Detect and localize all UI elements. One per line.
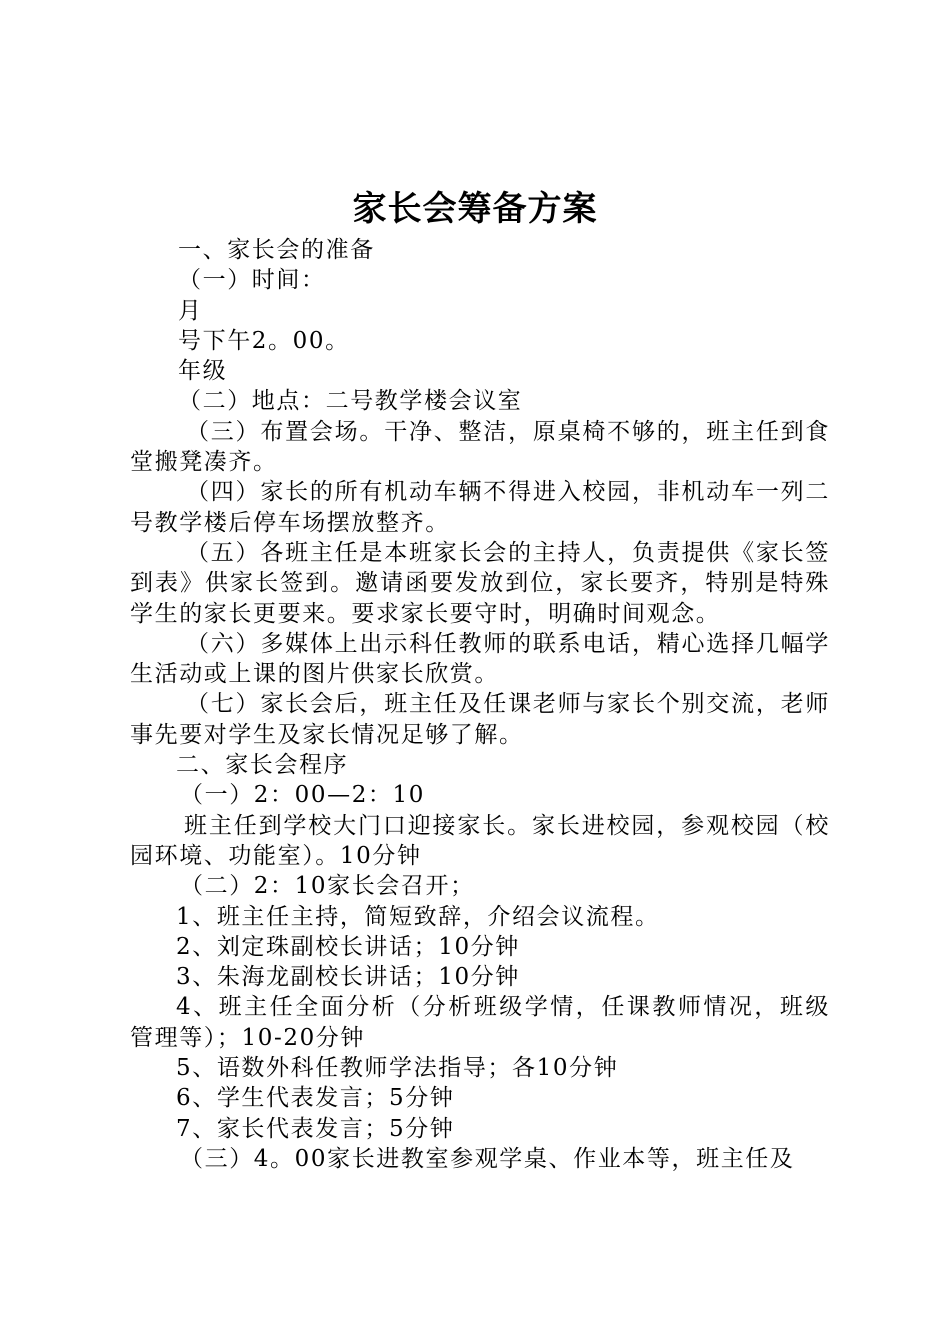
paragraph-grade: 年级	[178, 358, 228, 385]
document-title: 家长会筹备方案	[352, 189, 598, 229]
paragraph-date: 号下午2。00。	[178, 327, 350, 354]
procedure-step-1: （一）2：00—2：10	[180, 782, 425, 809]
document-body	[130, 235, 830, 1174]
agenda-item-3: 3、朱海龙副校长讲话；10分钟	[176, 964, 520, 991]
agenda-item-6: 6、学生代表发言；5分钟	[176, 1085, 455, 1112]
agenda-item-4: 4、班主任全面分析（分析班级学情，任课教师情况，班级管理等）；10-20分钟	[130, 994, 830, 1051]
procedure-step-2: （二）2：10家长会召开；	[180, 873, 475, 900]
item-multimedia: （六）多媒体上出示科任教师的联系电话，精心选择几幅学生活动或上课的图片供家长欣赏。	[130, 630, 830, 688]
item-time: （一）时间：	[178, 267, 326, 294]
agenda-item-7: 7、家长代表发言；5分钟	[176, 1115, 455, 1142]
agenda-item-5: 5、语数外科任教师学法指导；各10分钟	[176, 1055, 619, 1082]
item-vehicles: （四）家长的所有机动车辆不得进入校园，非机动车一列二号教学楼后停车场摆放整齐。	[130, 479, 830, 536]
agenda-item-1: 1、班主任主持，简短致辞，介绍会议流程。	[176, 903, 660, 930]
item-location: （二）地点：二号教学楼会议室	[178, 388, 523, 415]
procedure-step-3: （三）4。00家长进教室参观学桌、作业本等，班主任及	[180, 1145, 795, 1172]
item-host: （五）各班主任是本班家长会的主持人，负责提供《家长签到表》供家长签到。邀请函要发放到位，家长要齐，特别是特殊学生的家长更要来。要求家长要守时，明确时间观念。	[130, 539, 830, 627]
item-after-meeting: （七）家长会后，班主任及任课老师与家长个别交流，老师事先要对学生及家长情况足够了解。	[130, 691, 830, 748]
item-venue-setup: （三）布置会场。干净、整洁，原桌椅不够的，班主任到食堂搬凳凑齐。	[130, 418, 830, 476]
paragraph-month: 月	[178, 297, 203, 324]
section-heading-procedure: 二、家长会程序	[176, 752, 349, 779]
section-heading-preparation: 一、家长会的准备	[178, 237, 375, 263]
procedure-step-1-detail: 班主任到学校大门口迎接家长。家长进校园，参观校园（校园环境、功能室）。10分钟	[130, 812, 830, 869]
agenda-item-2: 2、刘定珠副校长讲话；10分钟	[176, 933, 520, 960]
